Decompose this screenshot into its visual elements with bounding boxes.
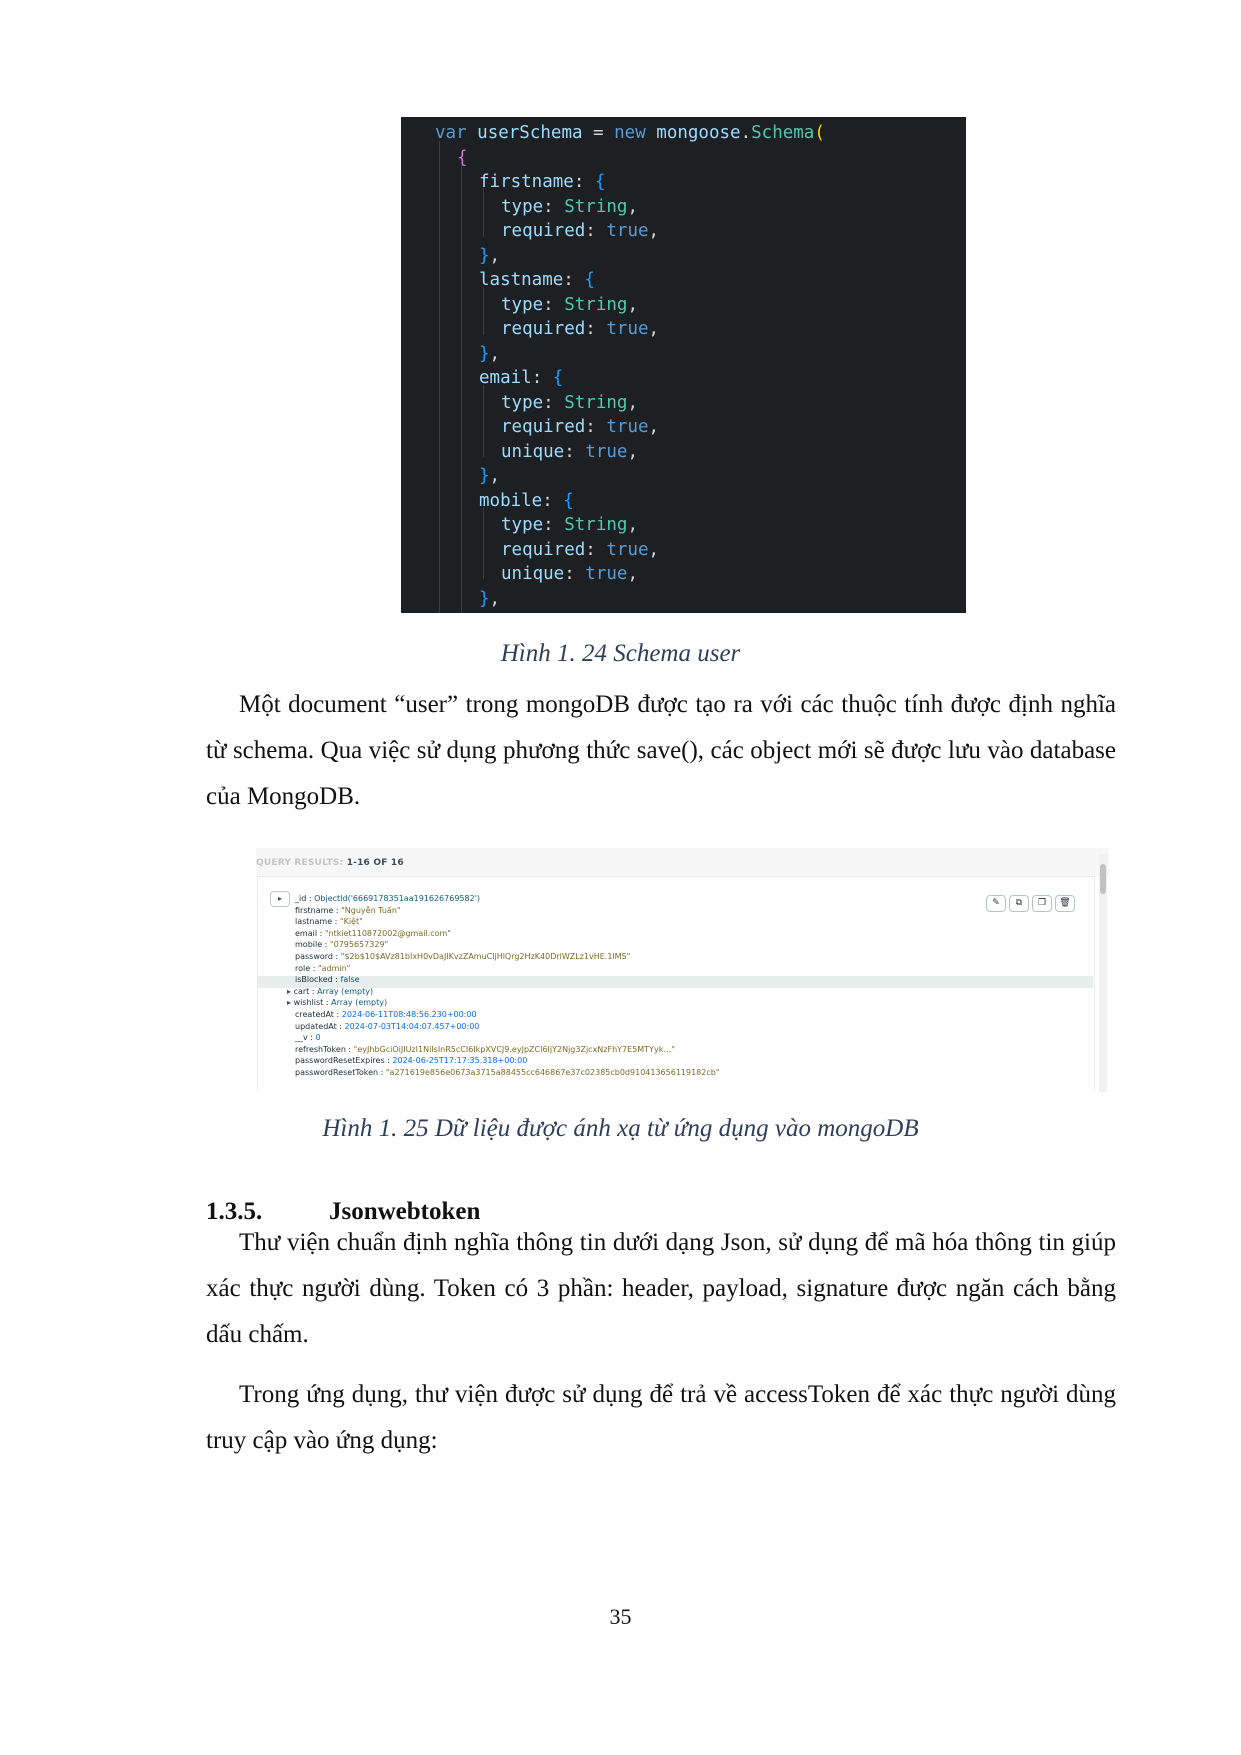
code-token: required — [501, 319, 586, 339]
delete-icon[interactable]: 🗑 — [1055, 895, 1075, 912]
field-value[interactable]: "ntkiet110872002@gmail.com" — [324, 928, 451, 938]
field-value[interactable]: 2024-07-03T14:04:07.457+00:00 — [344, 1021, 480, 1031]
code-token: : — [543, 515, 565, 535]
field-value[interactable]: "eyJhbGciOiJIUzI1NiIsInR5cCI6IkpXVCJ9.eyJpZCI6IjY2Njg3ZjcxNzFhY7E5MTYyk…" — [353, 1044, 676, 1054]
code-token: mongoose — [656, 123, 741, 143]
query-results-label: QUERY RESULTS: 1-16 OF 16 — [256, 858, 404, 868]
code-token: , — [627, 392, 638, 413]
field-key: passwordResetToken — [295, 1068, 379, 1077]
code-token: , — [648, 539, 660, 560]
field-value[interactable]: "Nguyễn Tuấn" — [341, 905, 401, 915]
indent-guide — [483, 385, 484, 457]
query-results-header — [256, 848, 1109, 876]
document-field: ▸ wishlist : Array (empty) — [287, 998, 388, 1008]
code-token: } — [479, 588, 490, 609]
code-token: : — [585, 417, 607, 437]
code-token: . — [740, 123, 752, 143]
indent-guide — [461, 165, 462, 613]
code-screenshot — [401, 117, 966, 613]
code-line — [501, 562, 638, 586]
field-value[interactable]: ObjectId('6669178351aa191626769582') — [314, 894, 481, 903]
expand-document-button[interactable] — [270, 891, 290, 907]
code-token: { — [457, 147, 468, 168]
code-line — [501, 195, 638, 219]
indent-guide — [483, 189, 484, 237]
field-key: __v — [295, 1033, 308, 1043]
code-token: email — [479, 368, 532, 388]
figure-caption-1-24: Hình 1. 24 Schema user — [500, 640, 741, 667]
field-key: lastname — [295, 917, 333, 927]
paragraph-document-user: Một document “user” trong mongoDB được tạo ra với các thuộc tính được định nghĩa từ schema. Qua việc sử dụng phương thức save(), các object mới sẽ được lưu vào database của MongoDB. — [206, 691, 1116, 810]
code-token: : — [585, 539, 607, 560]
field-key: passwordResetExpires — [295, 1056, 385, 1066]
code-token: : — [573, 172, 595, 192]
code-token: String — [564, 392, 628, 413]
code-token: : — [543, 294, 565, 315]
code-token: type — [501, 196, 544, 217]
code-token: true — [606, 319, 649, 339]
field-key: firstname — [295, 905, 334, 915]
code-line — [479, 170, 605, 194]
code-token: , — [489, 588, 501, 609]
code-token: , — [489, 245, 501, 266]
code-token: type — [501, 515, 544, 535]
field-value[interactable]: 2024-06-11T08:48:56.230+00:00 — [341, 1010, 477, 1019]
code-line — [501, 293, 638, 317]
code-line — [501, 391, 638, 415]
code-token: ( — [814, 123, 825, 143]
field-value[interactable]: "Kiệt" — [339, 917, 363, 927]
code-token: String — [564, 294, 628, 315]
code-token: = — [582, 123, 615, 143]
code-token: : — [542, 490, 564, 511]
document-field: createdAt : 2024-06-11T08:48:56.230+00:00 — [295, 1010, 477, 1019]
document-field: refreshToken : "eyJhbGciOiJIUzI1NiIsInR5cCI6IkpXVCJ9.eyJpZCI6IjY2Njg3ZjcxNzFhY7E5MTYyk…" — [295, 1044, 676, 1054]
field-value[interactable]: "a271619e856e0673a3715a88455cc646867e37c02385cb0d910413656119182cb" — [385, 1068, 720, 1077]
document-field: passwordResetToken : "a271619e856e0673a3715a88455cc646867e37c02385cb0d910413656119182cb" — [295, 1068, 720, 1077]
field-key: email — [295, 928, 318, 938]
copy-icon[interactable]: ⧉ — [1009, 895, 1029, 912]
scrollbar-thumb[interactable] — [1100, 864, 1106, 894]
section-title: Jsonwebtoken — [329, 1198, 481, 1225]
code-token: { — [584, 270, 595, 290]
code-token: : — [564, 441, 586, 462]
paragraph-access-token: Trong ứng dụng, thư viện được sử dụng để trả về accessToken để xác thực người dùng truy cập vào ứng dụng: — [206, 1381, 1116, 1454]
code-token: var — [435, 123, 478, 143]
code-token: firstname — [479, 172, 574, 192]
code-line — [479, 464, 500, 488]
code-token: true — [606, 221, 649, 241]
code-line — [479, 342, 500, 366]
code-token: type — [501, 392, 544, 413]
code-line — [501, 415, 659, 439]
document-field: _id : ObjectId('6669178351aa191626769582') — [295, 894, 481, 903]
field-key: wishlist — [293, 998, 324, 1008]
edit-icon[interactable]: ✎ — [986, 895, 1006, 912]
code-token: type — [501, 294, 544, 315]
field-value[interactable]: Array (empty) — [317, 986, 374, 996]
field-key: updatedAt — [295, 1021, 337, 1031]
code-token: , — [489, 466, 501, 486]
code-token: , — [627, 441, 638, 462]
code-token: , — [627, 294, 638, 315]
code-token: true — [606, 417, 649, 437]
field-value[interactable]: Array (empty) — [331, 998, 388, 1008]
code-line — [501, 317, 659, 341]
code-token: : — [585, 221, 607, 241]
code-token: required — [501, 221, 586, 241]
indent-guide — [483, 287, 484, 335]
scrollbar[interactable] — [1099, 854, 1107, 1092]
chevron-right-icon[interactable]: ▸ — [287, 986, 294, 996]
code-token: true — [585, 441, 628, 462]
code-token: unique — [501, 564, 565, 584]
document-field: isBlocked : false — [295, 975, 360, 985]
code-token: userSchema — [477, 123, 583, 143]
code-token: } — [479, 343, 490, 364]
code-token: : — [563, 270, 585, 290]
code-token: { — [552, 368, 564, 388]
code-token: : — [585, 319, 607, 339]
field-key: role — [295, 963, 311, 973]
field-value[interactable]: 0 — [315, 1033, 321, 1043]
field-key: mobile — [295, 940, 323, 950]
figure-caption-1-25: Hình 1. 25 Dữ liệu được ánh xạ từ ứng dụng vào mongoDB — [322, 1115, 919, 1142]
indent-guide — [483, 507, 484, 579]
document-field: mobile : "0795657329" — [295, 940, 389, 950]
highlighted-row — [258, 976, 1093, 988]
code-token: required — [501, 417, 586, 437]
code-line — [501, 513, 638, 537]
code-token: : — [564, 564, 586, 584]
field-key: refreshToken — [295, 1044, 346, 1054]
document-field: email : "ntkiet110872002@gmail.com" — [295, 928, 451, 938]
code-token: required — [501, 539, 586, 560]
document-field: lastname : "Kiệt" — [295, 917, 363, 927]
document-field: __v : 0 — [295, 1033, 321, 1043]
code-line — [435, 121, 825, 145]
code-line — [479, 244, 500, 268]
document-field: passwordResetExpires : 2024-06-25T17:17:35.318+00:00 — [295, 1056, 528, 1066]
code-token: unique — [501, 441, 565, 462]
section-number: 1.3.5. — [206, 1198, 263, 1225]
clone-icon[interactable]: ❐ — [1032, 895, 1052, 912]
query-results-screenshot — [256, 848, 1109, 1092]
field-value[interactable]: "$2b$10$AVz81bIxH0vDaJIKvzZAmuCljHlQrg2HzK40DrlWZLz1vHE.1lMS" — [340, 952, 631, 961]
field-value[interactable]: "admin" — [317, 963, 351, 973]
field-key: createdAt — [295, 1010, 334, 1019]
field-value[interactable]: false — [340, 975, 360, 985]
code-token: } — [479, 466, 490, 486]
code-token: , — [648, 221, 660, 241]
code-token: , — [627, 515, 638, 535]
code-token: String — [564, 515, 628, 535]
code-token: new — [614, 123, 657, 143]
code-token: lastname — [479, 270, 564, 290]
code-token: , — [627, 564, 638, 584]
document-actions — [986, 890, 1078, 912]
chevron-right-icon: ▸ — [277, 894, 282, 903]
code-token: true — [606, 539, 649, 560]
field-value[interactable]: "0795657329" — [329, 940, 389, 950]
document-card — [257, 876, 1095, 1092]
field-key: _id — [295, 894, 307, 903]
code-line — [479, 587, 500, 611]
code-token: true — [585, 564, 628, 584]
code-token: , — [489, 343, 501, 364]
code-token: String — [564, 196, 628, 217]
field-value[interactable]: 2024-06-25T17:17:35.318+00:00 — [392, 1056, 528, 1066]
query-results-count: 1-16 OF 16 — [346, 858, 404, 868]
code-token: : — [543, 196, 565, 217]
code-line — [479, 366, 563, 390]
field-key: isBlocked — [295, 975, 333, 985]
page-number: 35 — [609, 1604, 632, 1629]
code-token: : — [543, 392, 565, 413]
code-line — [501, 440, 638, 464]
document-field: firstname : "Nguyễn Tuấn" — [295, 905, 401, 915]
document-field: password : "$2b$10$AVz81bIxH0vDaJIKvzZAmuCljHlQrg2HzK40DrlWZLz1vHE.1lMS" — [295, 952, 631, 961]
code-token: mobile — [479, 490, 543, 511]
document-field: updatedAt : 2024-07-03T14:04:07.457+00:00 — [295, 1021, 480, 1031]
code-token: , — [627, 196, 638, 217]
document-field: role : "admin" — [295, 963, 351, 973]
code-token: } — [479, 245, 490, 266]
chevron-right-icon[interactable]: ▸ — [287, 998, 294, 1008]
code-line — [501, 538, 659, 562]
code-token: Schema — [751, 123, 815, 143]
field-key: cart — [293, 986, 310, 996]
indent-guide — [439, 141, 440, 613]
code-token: , — [648, 319, 660, 339]
code-line — [479, 489, 574, 513]
document-field: ▸ cart : Array (empty) — [287, 986, 374, 996]
code-token: , — [648, 417, 660, 437]
code-token: { — [563, 490, 574, 511]
code-token: { — [594, 172, 606, 192]
field-key: password — [295, 952, 333, 961]
code-line — [457, 146, 468, 170]
code-line — [479, 268, 595, 292]
paragraph-jsonwebtoken: Thư viện chuẩn định nghĩa thông tin dưới dạng Json, sử dụng để mã hóa thông tin giúp xác thực người dùng. Token có 3 phần: header, payload, signature được ngăn cách bằng dấu chấm. — [206, 1229, 1116, 1348]
code-token: : — [531, 368, 553, 388]
code-line — [501, 219, 659, 243]
